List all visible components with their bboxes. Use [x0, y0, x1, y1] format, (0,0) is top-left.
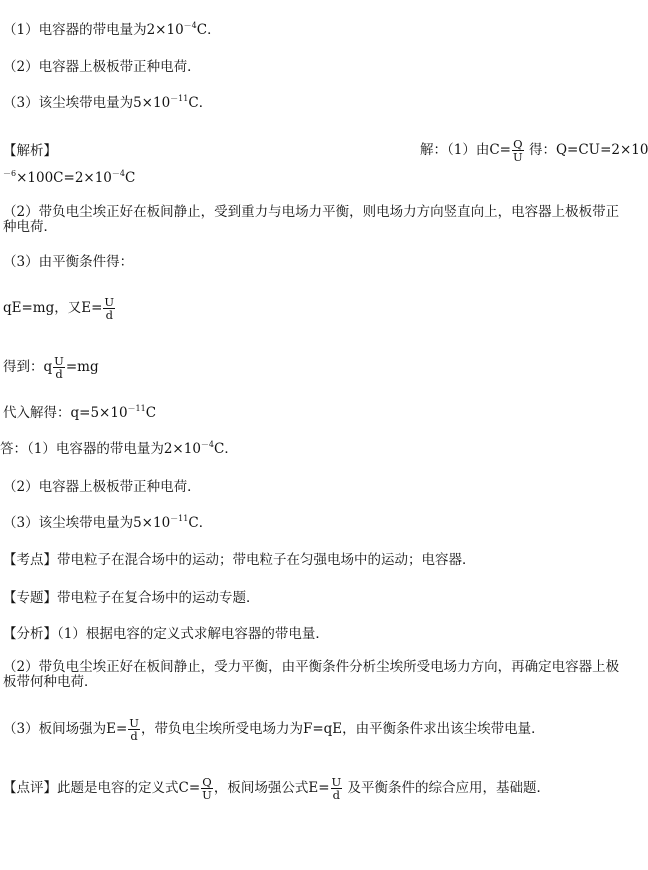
fraction-q-over-u — [201, 776, 213, 801]
numerator: U — [331, 775, 342, 789]
analysis-solve-cont — [3, 170, 135, 186]
analysis-paragraph-3: （3）由平衡条件得： — [3, 254, 134, 270]
answer-3-text: （3）该尘埃带电量为5×10 — [3, 95, 171, 111]
answer-2-bottom: （2）电容器上极板带正种电荷． — [3, 479, 201, 495]
unit: C — [125, 170, 136, 186]
dianping-prefix: 【点评】此题是电容的定义式C= — [3, 780, 201, 796]
equation-1 — [3, 293, 116, 323]
answer-3-text: （3）该尘埃带电量为5×10 — [3, 515, 171, 531]
fenxi-3-suffix: ，带负电尘埃所受电场力为F=qE，由平衡条件求出该尘埃带电量． — [140, 721, 545, 737]
analysis-solve-line — [420, 135, 648, 165]
unit: C — [145, 405, 157, 421]
fraction-u-over-d — [331, 776, 343, 801]
answer-1-top — [3, 22, 221, 38]
equation-3 — [3, 405, 156, 421]
denominator: U — [202, 788, 212, 802]
dianping-middle: ，板间场强公式E= — [213, 780, 330, 796]
denominator: U — [512, 150, 523, 164]
numerator: U — [54, 354, 64, 368]
answer-3-top — [3, 95, 212, 111]
answer-3-bottom — [3, 515, 212, 531]
fenxi-paragraph-3 — [3, 714, 545, 744]
fraction-u-over-d — [103, 296, 115, 321]
answer-1-bottom — [0, 441, 238, 457]
unit: C． — [196, 22, 221, 38]
answer-1-text: （1）电容器的带电量为2×10 — [3, 22, 184, 38]
denominator: d — [332, 788, 341, 802]
numerator: Q — [513, 137, 523, 151]
equation-3-text: 代入解得：q=5×10 — [3, 405, 128, 421]
equation-2 — [3, 352, 99, 382]
equation-2-text: 得到：q — [3, 359, 53, 375]
dianping-suffix: 及平衡条件的综合应用，基础题． — [343, 780, 551, 796]
unit: C． — [188, 515, 213, 531]
exponent: －11 — [170, 514, 189, 523]
denominator: d — [105, 308, 113, 322]
dianping-section — [3, 773, 550, 803]
equation-1-text: qE=mg，又E= — [3, 300, 103, 316]
solve-middle: 得：Q=CU=2×10 — [524, 142, 648, 158]
unit: C． — [214, 441, 238, 457]
exponent: －11 — [170, 94, 189, 103]
exponent: －4 — [200, 440, 215, 449]
denominator: d — [55, 367, 63, 381]
answer-1-text: 答：（1）电容器的带电量为2×10 — [0, 441, 201, 457]
fraction-u-over-d — [128, 717, 140, 742]
denominator: d — [130, 729, 138, 743]
numerator: U — [104, 295, 115, 309]
exponent: －4 — [111, 169, 125, 178]
analysis-paragraph-2: （2）带负电尘埃正好在板间静止，受到重力与电场力平衡，则电场力方向竖直向上，电容器上极板带正种电荷． — [3, 204, 620, 235]
unit: C． — [188, 95, 213, 111]
answer-2-top: （2）电容器上极板带正种电荷． — [3, 59, 201, 75]
analysis-label: 【解析】 — [3, 143, 57, 159]
exponent: －4 — [183, 21, 197, 30]
fraction-u-over-d — [53, 355, 65, 380]
exponent: －11 — [127, 404, 146, 413]
fenxi-section: 【分析】（1）根据电容的定义式求解电容器的带电量． — [3, 626, 329, 642]
fraction-q-over-u — [512, 138, 524, 163]
zhuanti-section: 【专题】带电粒子在复合场中的运动专题． — [3, 590, 260, 606]
numerator: U — [129, 716, 139, 730]
kaodian-section: 【考点】带电粒子在混合场中的运动；带电粒子在匀强电场中的运动；电容器． — [3, 552, 476, 568]
fenxi-paragraph-2: （2）带负电尘埃正好在板间静止，受力平衡，由平衡条件分析尘埃所受电场力方向，再确定电容器上极板带何种电荷． — [3, 659, 620, 690]
solve-cont-text: ×100C=2×10 — [16, 170, 112, 186]
numerator: Q — [202, 775, 212, 789]
fenxi-3-prefix: （3）板间场强为E= — [3, 721, 128, 737]
equation-2-tail: =mg — [65, 359, 99, 375]
solve-prefix: 解：（1）由C= — [420, 142, 511, 158]
exponent: －6 — [3, 169, 17, 178]
